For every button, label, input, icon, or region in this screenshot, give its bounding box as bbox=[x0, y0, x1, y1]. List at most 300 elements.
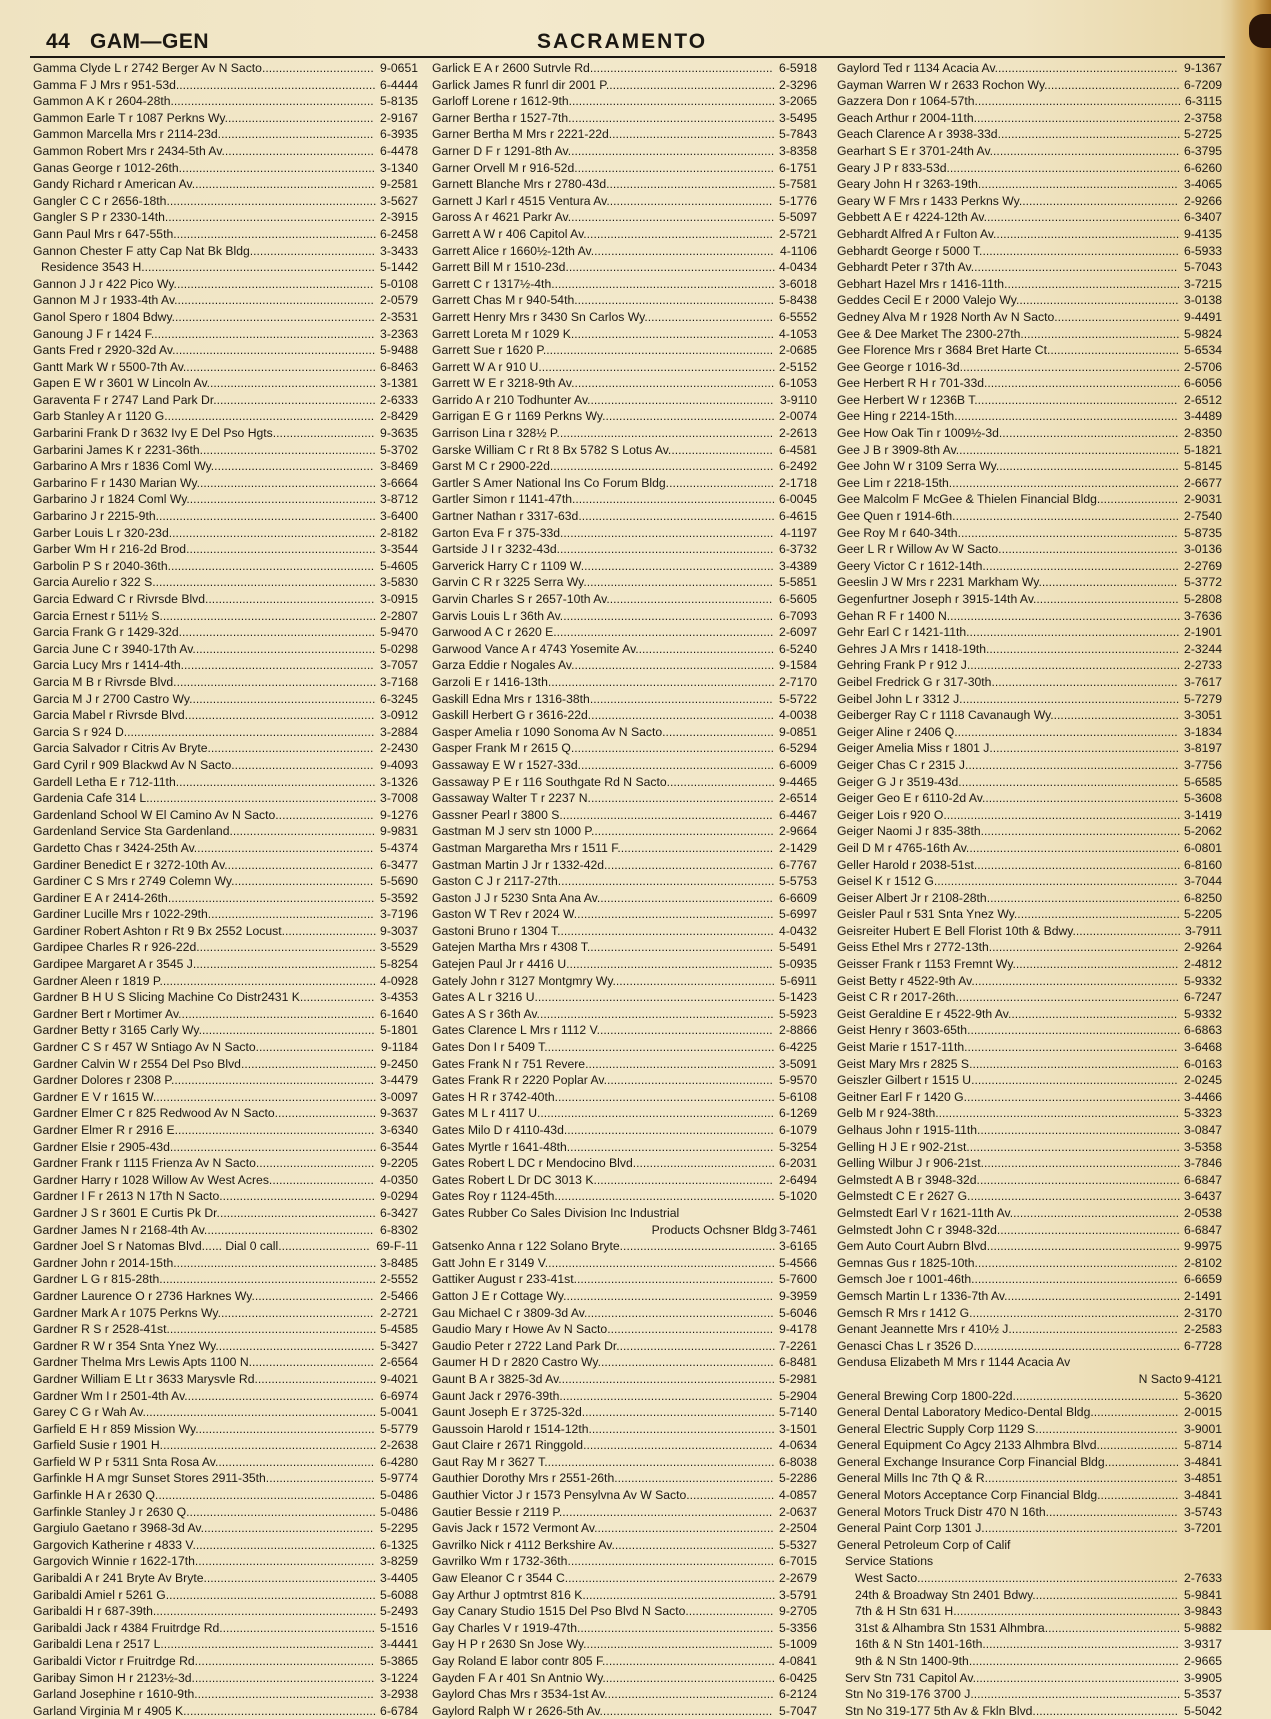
phone-number: 3-7617 bbox=[1184, 674, 1222, 689]
listing-entry bbox=[33, 475, 418, 492]
listing-entry bbox=[432, 276, 817, 293]
listing-text: Garwood A C r 2620 E................................................................. bbox=[432, 625, 774, 640]
listing-text: Gay H P r 2630 Sn Jose Wy........................................................ bbox=[432, 1637, 773, 1652]
listing-entry bbox=[837, 541, 1222, 558]
phone-number: 2-5706 bbox=[1184, 359, 1222, 374]
listing-text: Gebhardt Alfred A r Fulton Av....................................................... bbox=[837, 226, 1180, 241]
listing-text: Geach Clarence A r 3938-33d...................................................... bbox=[837, 127, 1181, 142]
listing-text: Gardner Wm I r 2501-4th Av........................................................ bbox=[33, 1388, 374, 1403]
listing-entry bbox=[837, 326, 1222, 343]
phone-number: 5-2981 bbox=[779, 1371, 817, 1386]
listing-text: Gates M L r 4117 U...................................................................... bbox=[432, 1106, 775, 1121]
listing-entry bbox=[33, 1271, 418, 1288]
listing-entry bbox=[33, 1288, 418, 1305]
phone-number: 9-3959 bbox=[779, 1288, 817, 1303]
listing-entry bbox=[432, 1205, 817, 1222]
listing-text: Geibel Fredrick G r 317-30th....................................................... bbox=[837, 674, 1178, 689]
listing-entry bbox=[837, 243, 1222, 260]
listing-entry bbox=[432, 375, 817, 392]
listing-entry bbox=[837, 1437, 1222, 1454]
listing-entry bbox=[432, 807, 817, 824]
phone-number: 3-3051 bbox=[1184, 708, 1222, 723]
phone-number: 5-5923 bbox=[779, 1006, 817, 1021]
listing-text: Gangler C C r 2656-18th.............................................................. bbox=[33, 193, 377, 208]
listing-text: Gardetto Chas r 3424-25th Av..................................................... bbox=[33, 840, 374, 855]
listing-text: Gardipee Charles R r 926-22d..................................................... bbox=[33, 940, 376, 955]
listing-text: Gates H R r 3742-40th................................................................. bbox=[432, 1089, 775, 1104]
phone-number: 5-8735 bbox=[1184, 525, 1222, 540]
page-number: 44 bbox=[46, 30, 71, 53]
listing-entry bbox=[837, 259, 1222, 276]
listing-text: Gebhardt Peter r 37th Av............................................................. bbox=[837, 260, 1178, 275]
listing-entry bbox=[837, 1238, 1222, 1255]
phone-number: 3-1501 bbox=[779, 1421, 817, 1436]
listing-entry bbox=[432, 392, 817, 409]
listing-entry bbox=[432, 757, 817, 774]
listing-entry bbox=[837, 93, 1222, 110]
listing-entry bbox=[33, 1620, 418, 1637]
listing-entry bbox=[33, 1255, 418, 1272]
phone-number: 2-9031 bbox=[1184, 492, 1222, 507]
listing-entry bbox=[33, 939, 418, 956]
phone-number: 5-5042 bbox=[1184, 1703, 1222, 1718]
listing-text: Garfinkle Stanley J r 2630 Q........................................................ bbox=[33, 1504, 376, 1519]
phone-number: 3-8197 bbox=[1184, 741, 1222, 756]
listing-text: Geil D M r 4765-16th Av............................................................... bbox=[837, 840, 1180, 855]
phone-number: 2-5552 bbox=[380, 1272, 418, 1287]
listing-entry bbox=[432, 60, 817, 77]
listing-entry bbox=[432, 309, 817, 326]
listing-entry bbox=[837, 1205, 1222, 1222]
listing-text: Garb Stanley A r 1120 G.............................................................. bbox=[33, 409, 375, 424]
phone-number: 5-7279 bbox=[1184, 691, 1222, 706]
listing-entry bbox=[33, 1305, 418, 1322]
listing-text: Geist C R r 2017-26th.................................................................. bbox=[837, 990, 1180, 1005]
listing-text: Geiss Ethel Mrs r 2772-13th........................................................ bbox=[837, 940, 1179, 955]
phone-number: 2-6333 bbox=[380, 392, 418, 407]
phone-number: 3-1340 bbox=[380, 160, 418, 175]
listing-entry bbox=[432, 923, 817, 940]
listing-text: Gardner James N r 2168-4th Av.................................................. bbox=[33, 1222, 374, 1237]
listing-entry bbox=[33, 458, 418, 475]
phone-number: 3-8712 bbox=[380, 492, 418, 507]
phone-number: 5-3592 bbox=[380, 890, 418, 905]
listing-entry bbox=[837, 359, 1222, 376]
listing-entry bbox=[432, 707, 817, 724]
listing-text: Gardiner Benedict E r 3272-10th Av............................................ bbox=[33, 857, 374, 872]
listing-text: Geist Marie r 1517-11th............................................................... bbox=[837, 1040, 1178, 1055]
listing-entry bbox=[837, 1338, 1222, 1355]
listing-entry bbox=[837, 1636, 1222, 1653]
listing-entry bbox=[33, 1139, 418, 1156]
listing-entry bbox=[432, 1603, 817, 1620]
listing-entry bbox=[33, 1338, 418, 1355]
listing-text: Genasci Chas L r 3526 D............................................................. bbox=[837, 1338, 1180, 1353]
listing-entry bbox=[837, 126, 1222, 143]
listing-entry bbox=[837, 1454, 1222, 1471]
listing-entry bbox=[432, 541, 817, 558]
listing-entry bbox=[432, 1670, 817, 1687]
phone-number: 3-7215 bbox=[1184, 276, 1222, 291]
page-header bbox=[42, 30, 1222, 58]
listing-entry bbox=[837, 1404, 1222, 1421]
listing-text: Gargovich Winnie r 1622-17th..................................................... bbox=[33, 1554, 375, 1569]
phone-number: 3-4065 bbox=[1184, 177, 1222, 192]
phone-number: 3-7461 bbox=[779, 1222, 817, 1237]
listing-entry bbox=[33, 857, 418, 874]
phone-number: 5-5491 bbox=[779, 940, 817, 955]
listing-entry bbox=[33, 1155, 418, 1172]
phone-number: 4-0634 bbox=[779, 1438, 817, 1453]
phone-number: 9-4178 bbox=[779, 1322, 817, 1337]
phone-number: 5-2493 bbox=[380, 1604, 418, 1619]
phone-number: 5-4605 bbox=[380, 558, 418, 573]
listing-entry bbox=[33, 160, 418, 177]
phone-number: 5-1442 bbox=[380, 260, 418, 275]
listing-text: Garnett J Karl r 4515 Ventura Av................................................. bbox=[432, 193, 773, 208]
listing-entry bbox=[837, 591, 1222, 608]
listing-entry bbox=[432, 1139, 817, 1156]
phone-number: 6-3477 bbox=[380, 857, 418, 872]
phone-number: 3-9110 bbox=[779, 392, 817, 407]
listing-text: Gatt John E r 3149 V.................................................................... bbox=[432, 1255, 775, 1270]
listing-entry bbox=[837, 1537, 1222, 1554]
listing-text: Garbarino A Mrs r 1836 Coml Wy................................................ bbox=[33, 459, 374, 474]
listing-text: Gearhart S E r 3701-24th Av........................................................ bbox=[837, 143, 1180, 158]
listing-entry bbox=[837, 392, 1222, 409]
listing-text: Gamma F J Mrs r 951-53d........................................................... bbox=[33, 77, 376, 92]
listing-entry bbox=[33, 1437, 418, 1454]
listing-entry bbox=[33, 1371, 418, 1388]
listing-entry bbox=[432, 425, 817, 442]
phone-number: 6-6009 bbox=[779, 757, 817, 772]
listing-entry bbox=[432, 790, 817, 807]
listing-entry bbox=[432, 691, 817, 708]
listing-entry bbox=[33, 1105, 418, 1122]
listing-entry bbox=[33, 890, 418, 907]
listing-entry bbox=[837, 558, 1222, 575]
listing-text: Garfinkle H A r 2630 Q................................................................. bbox=[33, 1488, 376, 1503]
index-tab bbox=[1249, 14, 1271, 48]
phone-number: 3-3433 bbox=[380, 243, 418, 258]
listing-entry bbox=[432, 491, 817, 508]
phone-number: 6-4581 bbox=[779, 442, 817, 457]
listing-entry bbox=[837, 143, 1222, 160]
listing-text: General Equipment Co Agcy 2133 Alhmbra Blvd........................ bbox=[837, 1438, 1178, 1453]
listing-text: Gelmstedt C E r 2627 G............................................................... bbox=[837, 1189, 1181, 1204]
phone-number: 2-3244 bbox=[1184, 641, 1222, 656]
phone-number: 5-9570 bbox=[779, 1073, 817, 1088]
listing-entry bbox=[432, 956, 817, 973]
listing-entry bbox=[33, 1404, 418, 1421]
listing-entry bbox=[837, 1271, 1222, 1288]
phone-number: 3-1224 bbox=[380, 1670, 418, 1685]
listing-entry bbox=[432, 1454, 817, 1471]
listing-text: Gannon Chester F atty Cap Nat Bk Bldg..................................... bbox=[33, 243, 376, 258]
listing-entry bbox=[33, 574, 418, 591]
listing-entry bbox=[33, 657, 418, 674]
listing-text: Garey C G r Wah Av..................................................................... bbox=[33, 1405, 377, 1420]
listing-entry bbox=[837, 1105, 1222, 1122]
listing-text: Garner Orvell M r 916-52d........................................................... bbox=[432, 160, 775, 175]
phone-number: 9-1276 bbox=[380, 807, 418, 822]
listing-text: Gastoni Bruno r 1304 T................................................................ bbox=[432, 923, 774, 938]
phone-number: 69-F-11 bbox=[376, 1239, 418, 1254]
listing-text: Gauthier Victor J r 1573 Pensylvna Av W Sacto.......................... bbox=[432, 1488, 775, 1503]
phone-number: 5-6585 bbox=[1184, 774, 1222, 789]
listing-text: Gee J B r 3909-8th Av.................................................................. bbox=[837, 442, 1180, 457]
phone-number: 2-2807 bbox=[380, 608, 418, 623]
listing-text: Gardner Elmer C r 825 Redwood Av N Sacto.............................. bbox=[33, 1106, 377, 1121]
listing-entry bbox=[33, 508, 418, 525]
phone-number: 3-0136 bbox=[1184, 542, 1222, 557]
listing-text: Gebbett A E r 4224-12th Av.......................................................... bbox=[837, 210, 1180, 225]
phone-number: 6-1751 bbox=[779, 160, 817, 175]
listing-entry bbox=[33, 707, 418, 724]
listing-entry bbox=[432, 1089, 817, 1106]
listing-text: Garner Bertha M Mrs r 2221-22d................................................. bbox=[432, 127, 775, 142]
listing-text: Gardner Dolores r 2308 P............................................................ bbox=[33, 1073, 375, 1088]
listing-text: Garzoli E r 1416-13th................................................................... bbox=[432, 674, 775, 689]
listing-text: Garnett Blanche Mrs r 2780-43d.................................................. bbox=[432, 177, 776, 192]
listing-entry bbox=[432, 176, 817, 193]
listing-text: Gehr Earl C r 1421-11th............................................................... bbox=[837, 625, 1180, 640]
listing-text: Garland Josephine r 1610-9th..................................................... bbox=[33, 1687, 374, 1702]
phone-number: 3-7057 bbox=[380, 658, 418, 673]
listing-text: Gee & Dee Market The 2300-27th............................................... bbox=[837, 326, 1180, 341]
phone-number: 2-4812 bbox=[1184, 957, 1222, 972]
listing-text: Garlick E A r 2600 Sutrvle Rd...................................................... bbox=[432, 61, 773, 75]
listing-text: Geisel K r 1512 G........................................................................ bbox=[837, 874, 1178, 889]
page-edge bbox=[1231, 0, 1271, 1630]
listing-text: Gaut Claire r 2671 Ringgold........................................................ bbox=[432, 1438, 773, 1453]
listing-text: Gebhart Hazel Mrs r 1416-11th.................................................... bbox=[837, 276, 1181, 291]
listing-text: General Mills Inc 7th Q & R......................................................... bbox=[837, 1471, 1178, 1486]
phone-number: 6-6784 bbox=[380, 1703, 418, 1718]
phone-number: 5-5779 bbox=[380, 1421, 418, 1436]
listing-entry bbox=[33, 1537, 418, 1554]
listing-entry bbox=[33, 259, 418, 276]
listing-entry bbox=[33, 1321, 418, 1338]
phone-number: 6-5918 bbox=[779, 61, 817, 75]
listing-entry bbox=[432, 989, 817, 1006]
listing-text: General Petroleum Corp of Calif bbox=[837, 1537, 1011, 1552]
listing-text: Gelhaus John r 1915-11th............................................................ bbox=[837, 1123, 1181, 1137]
listing-text: Geiser Albert Jr r 2108-28th......................................................... bbox=[837, 890, 1180, 905]
listing-entry bbox=[432, 1620, 817, 1637]
phone-number: 5-7581 bbox=[779, 177, 817, 192]
phone-number: 5-6046 bbox=[779, 1305, 817, 1320]
phone-number: 5-2286 bbox=[779, 1471, 817, 1486]
listing-entry bbox=[432, 1122, 817, 1139]
listing-entry bbox=[432, 259, 817, 276]
listing-entry bbox=[837, 1006, 1222, 1023]
listing-entry bbox=[33, 1172, 418, 1189]
listing-entry bbox=[837, 1056, 1222, 1073]
listing-entry bbox=[33, 989, 418, 1006]
phone-number: 3-8469 bbox=[380, 459, 418, 474]
phone-number: 5-3702 bbox=[380, 442, 418, 457]
listing-text: Geary John H r 3263-19th........................................................... bbox=[837, 177, 1178, 192]
listing-text: Gardner J S r 3601 E Curtis Pk Dr............................................... bbox=[33, 1205, 376, 1220]
listing-text: Geisreiter Hubert E Bell Florist 10th & Bdwy................................ bbox=[837, 923, 1181, 938]
phone-number: 3-0847 bbox=[1184, 1123, 1222, 1137]
phone-number: 6-7209 bbox=[1184, 77, 1222, 92]
listing-entry bbox=[432, 209, 817, 226]
listing-entry bbox=[837, 691, 1222, 708]
phone-number: 6-3427 bbox=[380, 1205, 418, 1220]
listing-text: Garibaldi Lena r 2517 L............................................................... bbox=[33, 1637, 374, 1652]
listing-entry bbox=[432, 939, 817, 956]
listing-text: Gemsch Joe r 1001-46th............................................................. bbox=[837, 1272, 1178, 1287]
listing-text: Garrison Lina r 328½ P................................................................ bbox=[432, 426, 774, 441]
phone-number: 2-0637 bbox=[779, 1504, 817, 1519]
listing-text: Gay Canary Studio 1515 Del Pso Blvd N Sacto.......................... bbox=[432, 1604, 774, 1619]
phone-number: 3-5627 bbox=[380, 193, 418, 208]
phone-number: 6-6056 bbox=[1184, 376, 1222, 391]
listing-text: Gaston J J r 5230 Snta Ana Av.................................................... bbox=[432, 890, 773, 905]
phone-number: 5-4566 bbox=[779, 1255, 817, 1270]
listing-text: Garrett Bill M r 1510-23d.............................................................. bbox=[432, 260, 776, 275]
listing-entry bbox=[837, 624, 1222, 641]
phone-number: 9-2205 bbox=[380, 1156, 418, 1171]
listing-text: Gates Frank N r 751 Revere........................................................ bbox=[432, 1056, 775, 1071]
phone-number: 9-1184 bbox=[380, 1040, 418, 1055]
phone-number: 6-3245 bbox=[380, 691, 418, 706]
listing-entry bbox=[432, 408, 817, 425]
listing-entry bbox=[33, 60, 418, 77]
phone-number: 2-2679 bbox=[779, 1571, 817, 1586]
phone-number: 5-0108 bbox=[380, 276, 418, 291]
phone-number: 3-1419 bbox=[1184, 807, 1222, 822]
listing-entry bbox=[837, 1354, 1222, 1371]
listing-entry bbox=[432, 657, 817, 674]
phone-number: 2-2430 bbox=[380, 741, 418, 756]
listing-entry bbox=[33, 1487, 418, 1504]
listing-text: Ganol Spero r 1804 Bdwy............................................................ bbox=[33, 309, 375, 324]
listing-entry bbox=[432, 292, 817, 309]
listing-text: Gates Frank R r 2220 Poplar Av.................................................. bbox=[432, 1073, 773, 1088]
phone-number: 5-8254 bbox=[380, 957, 418, 972]
listing-text: Gelling Wilbur J r 906-21st........................................................... bbox=[837, 1156, 1181, 1171]
listing-text: Geiger Aline r 2406 Q.................................................................. bbox=[837, 724, 1178, 739]
listing-text: Geary W F Mrs r 1433 Perkns Wy............................................... bbox=[837, 193, 1178, 208]
phone-number: 3-6468 bbox=[1184, 1040, 1222, 1055]
listing-text: Garvin C R r 3225 Serra Wy........................................................ bbox=[432, 575, 773, 590]
listing-entry bbox=[837, 1371, 1222, 1388]
listing-entry bbox=[33, 740, 418, 757]
listing-entry bbox=[33, 1520, 418, 1537]
listing-text: Garrett C r 1317½-4th.................................................................. bbox=[432, 276, 775, 291]
listing-entry bbox=[33, 1504, 418, 1521]
listing-entry bbox=[432, 475, 817, 492]
phone-number: 2-8429 bbox=[380, 409, 418, 424]
phone-number: 3-7756 bbox=[1184, 757, 1222, 772]
listing-entry bbox=[33, 1686, 418, 1703]
listing-text: Gayden F A r 401 Sn Antnio Wy................................................... bbox=[432, 1670, 776, 1685]
listing-entry bbox=[837, 1288, 1222, 1305]
listing-entry bbox=[33, 408, 418, 425]
listing-entry bbox=[432, 1487, 817, 1504]
listing-text: Garrett W A r 910 U...................................................................... bbox=[432, 359, 776, 374]
listing-text: Gavrilko Nick r 4112 Berkshire Av................................................ bbox=[432, 1537, 775, 1552]
listing-text: Gastman Margaretha Mrs r 1511 F.............................................. bbox=[432, 840, 774, 855]
listing-text: Gardner Elmer R r 2916 E........................................................... bbox=[33, 1123, 375, 1137]
phone-number: 6-1269 bbox=[779, 1106, 817, 1121]
listing-text: Gemsch Martin L r 1336-7th Av.................................................... bbox=[837, 1288, 1181, 1303]
listing-text: Geller Harold r 2038-51st............................................................. bbox=[837, 857, 1181, 872]
listing-entry bbox=[33, 110, 418, 127]
phone-number: 6-1640 bbox=[380, 1006, 418, 1021]
listing-text: Garfield E H r 859 Mission Wy..................................................... bbox=[33, 1421, 375, 1436]
listing-entry bbox=[837, 375, 1222, 392]
listing-text: Geitner Earl F r 1420 G................................................................ bbox=[837, 1089, 1181, 1104]
listing-entry bbox=[33, 342, 418, 359]
phone-number: 3-7911 bbox=[1184, 923, 1222, 938]
phone-number: 6-7728 bbox=[1184, 1338, 1222, 1353]
phone-number: 9-3635 bbox=[380, 426, 418, 441]
listing-entry bbox=[33, 1354, 418, 1371]
listing-entry bbox=[837, 757, 1222, 774]
listing-entry bbox=[837, 1155, 1222, 1172]
listing-text: Geibel John L r 3312 J................................................................. bbox=[837, 691, 1180, 706]
phone-number: 2-2583 bbox=[1184, 1322, 1222, 1337]
listing-text: Stn No 319-176 3700 J.............................................................. bbox=[845, 1687, 1181, 1702]
phone-number: 5-9470 bbox=[380, 625, 418, 640]
phone-number: 5-1516 bbox=[380, 1620, 418, 1635]
listing-text: Gartside J I r 3232-43d................................................................ bbox=[432, 542, 774, 557]
listing-text: Products Ochsner Bldg bbox=[651, 1222, 777, 1237]
listing-entry bbox=[837, 110, 1222, 127]
phone-number: 3-7008 bbox=[380, 791, 418, 806]
phone-number: 2-6677 bbox=[1184, 475, 1222, 490]
listing-entry bbox=[837, 657, 1222, 674]
listing-text: Gemnas Gus r 1825-10th............................................................ bbox=[837, 1255, 1178, 1270]
listing-text: Gatton J E r Cottage Wy.............................................................. bbox=[432, 1288, 774, 1303]
phone-number: 6-3544 bbox=[380, 1139, 418, 1154]
listing-text: Gates Robert L Dr DC 3013 K..................................................... bbox=[432, 1172, 773, 1187]
listing-entry bbox=[33, 392, 418, 409]
listing-entry bbox=[432, 873, 817, 890]
listing-entry bbox=[33, 1670, 418, 1687]
listing-text: Gavrilko Wm r 1732-36th............................................................. bbox=[432, 1554, 775, 1569]
listing-text: Gaunt B A r 3825-3d Av................................................................ bbox=[432, 1371, 775, 1386]
listing-entry bbox=[432, 774, 817, 791]
phone-number: 2-8350 bbox=[1184, 426, 1222, 441]
listing-entry bbox=[432, 160, 817, 177]
phone-number: 6-2124 bbox=[779, 1687, 817, 1702]
listing-entry bbox=[837, 1553, 1222, 1570]
phone-number: 5-3537 bbox=[1184, 1687, 1222, 1702]
listing-text: Garibaldi Jack r 4384 Fruitrdge Rd.............................................. bbox=[33, 1620, 376, 1635]
listing-text: General Motors Truck Distr 470 N 16th....................................... bbox=[837, 1504, 1178, 1519]
listing-text: Garber Louis L r 320-23d............................................................. bbox=[33, 525, 376, 540]
listing-entry bbox=[432, 890, 817, 907]
listing-entry bbox=[837, 740, 1222, 757]
listing-entry bbox=[837, 525, 1222, 542]
listing-entry bbox=[33, 591, 418, 608]
listing-entry bbox=[33, 193, 418, 210]
listing-entry bbox=[837, 408, 1222, 425]
listing-entry bbox=[33, 790, 418, 807]
phone-number: 5-9841 bbox=[1184, 1587, 1222, 1602]
listing-entry bbox=[837, 342, 1222, 359]
listing-entry bbox=[33, 1006, 418, 1023]
listing-entry bbox=[33, 541, 418, 558]
listing-text: Gammon A K r 2604-28th............................................................ bbox=[33, 94, 374, 109]
listing-text: Gee Herbert R H r 701-33d.......................................................... bbox=[837, 376, 1181, 391]
listing-entry bbox=[432, 458, 817, 475]
